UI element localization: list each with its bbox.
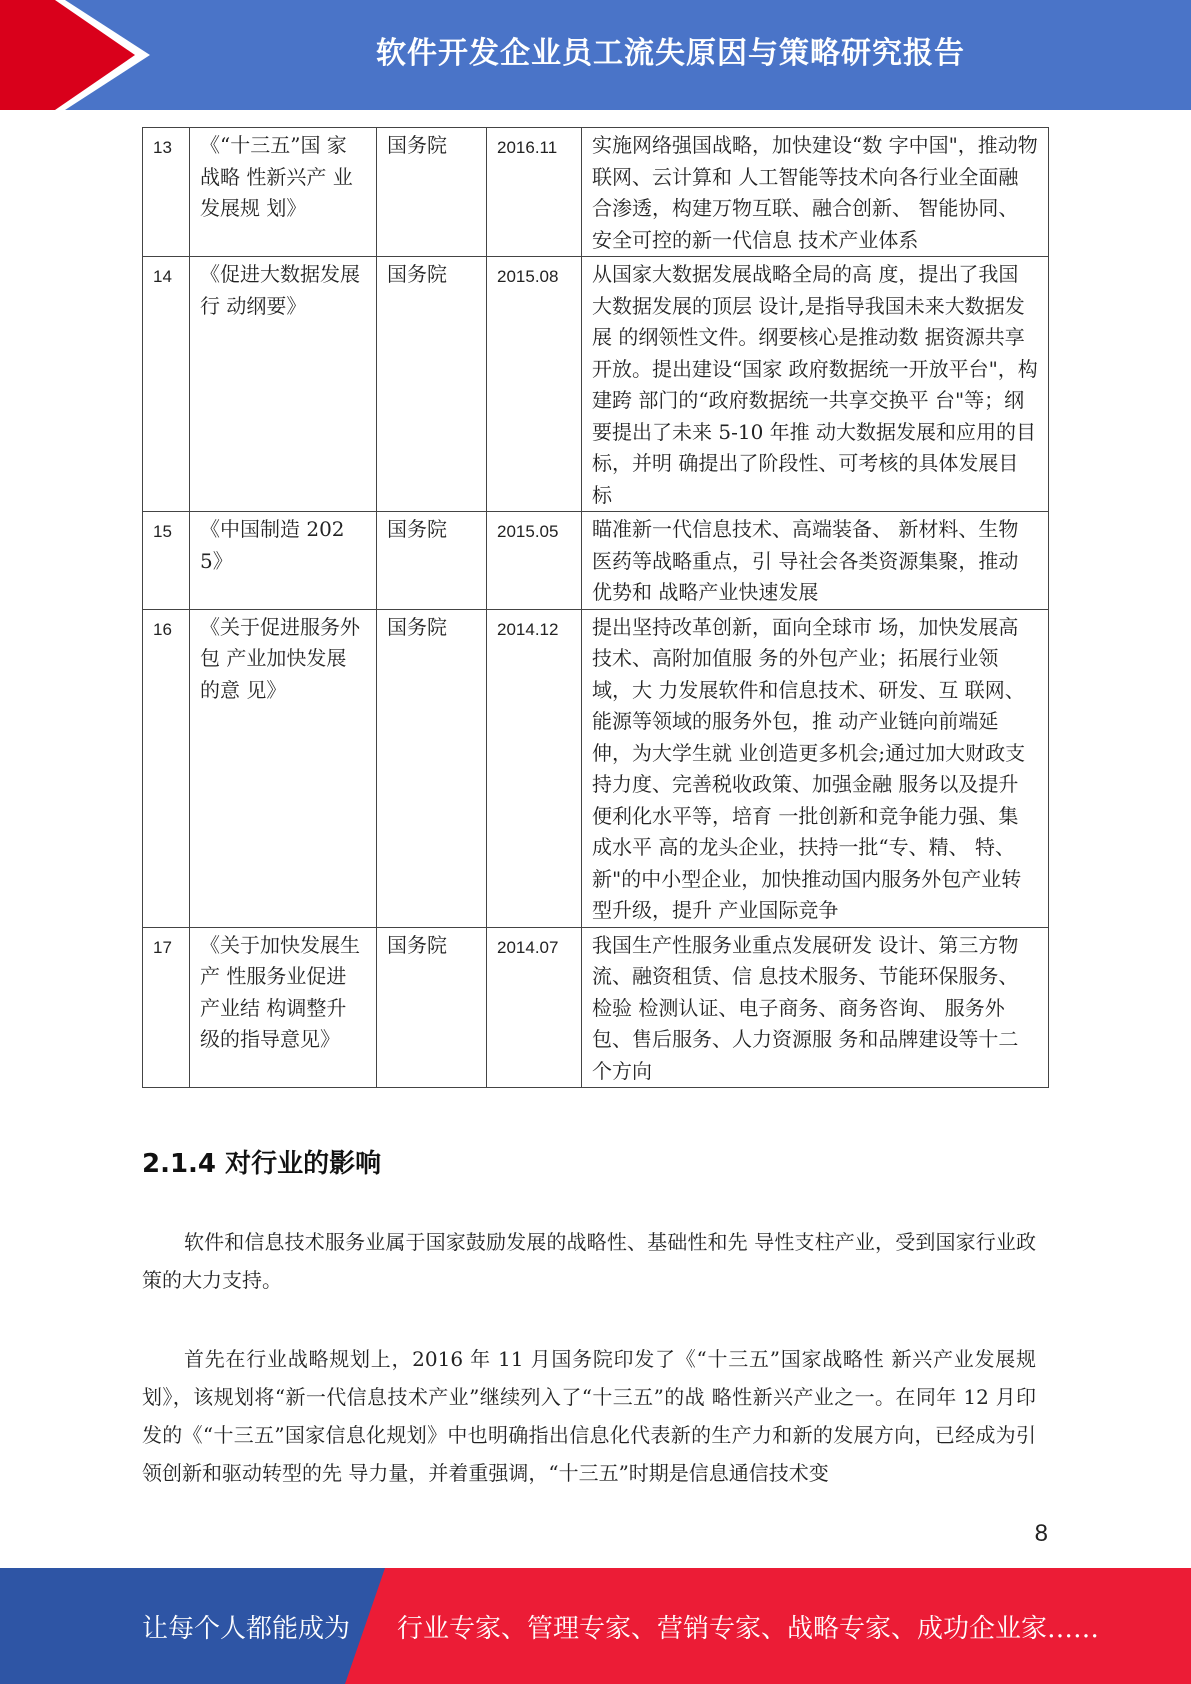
footer-slogan-right: 行业专家、管理专家、营销专家、战略专家、成功企业家…… <box>397 1613 1100 1644</box>
policy-date: 2016.11 <box>487 128 582 257</box>
policy-issuer: 国务院 <box>377 609 487 927</box>
section-heading: 2.1.4 对行业的影响 <box>142 1149 382 1179</box>
policy-date: 2014.12 <box>487 609 582 927</box>
policy-name: 《关于加快发展生产 性服务业促进产业结 构调整升级的指导意见》 <box>190 927 377 1088</box>
page-footer <box>0 1568 1191 1684</box>
policy-content: 我国生产性服务业重点发展研发 设计、第三方物流、融资租赁、信 息技术服务、节能环保服务、检验 检测认证、电子商务、商务咨询、 服务外包、售后服务、人力资源服 务和品牌建设等十二个方向 <box>582 927 1049 1088</box>
policy-date: 2014.07 <box>487 927 582 1088</box>
policy-issuer: 国务院 <box>377 927 487 1088</box>
policy-name: 《中国制造 2025》 <box>190 512 377 610</box>
policy-date: 2015.08 <box>487 257 582 512</box>
policy-content: 瞄准新一代信息技术、高端装备、 新材料、生物医药等战略重点，引 导社会各类资源集聚，推动优势和 战略产业快速发展 <box>582 512 1049 610</box>
policy-issuer: 国务院 <box>377 257 487 512</box>
table-row <box>143 512 1049 610</box>
policy-issuer: 国务院 <box>377 512 487 610</box>
table-row <box>143 927 1049 1088</box>
policy-name: 《促进大数据发展行 动纲要》 <box>190 257 377 512</box>
header-chevron-icon <box>0 0 150 110</box>
table-row <box>143 128 1049 257</box>
page-header <box>0 0 1191 110</box>
body-paragraph: 首先在行业战略规划上，2016 年 11 月国务院印发了《“十三五”国家战略性 新兴产业发展规划》，该规划将“新一代信息技术产业”继续列入了“十三五”的战 略性新兴产业之一。在同年 12 月印发的《“十三五”国家信息化规划》中也明确指出信息化代表新的生产力和新的发展方向，已经成为引领创新和驱动转型的先 导力量，并着重强调，“十三五”时期是信息通信技术变 <box>142 1347 1036 1485</box>
policy-date: 2015.05 <box>487 512 582 610</box>
document-title: 软件开发企业员工流失原因与策略研究报告 <box>376 36 965 71</box>
row-number: 13 <box>143 128 190 257</box>
row-number: 14 <box>143 257 190 512</box>
table-row <box>143 609 1049 927</box>
policy-name: 《“十三五”国 家战略 性新兴产 业发展规 划》 <box>190 128 377 257</box>
body-paragraph: 软件和信息技术服务业属于国家鼓励发展的战略性、基础性和先 导性支柱产业，受到国家行业政策的大力支持。 <box>142 1230 1036 1292</box>
row-number: 16 <box>143 609 190 927</box>
row-number: 15 <box>143 512 190 610</box>
policy-content: 提出坚持改革创新，面向全球市 场，加快发展高技术、高附加值服 务的外包产业；拓展行业领域，大 力发展软件和信息技术、研发、互 联网、能源等领域的服务外包，推 动产业链向前端延伸，为大学生就 业创造更多机会;通过加大财政支 持力度、完善税收政策、加强金融 服务以及提升便利化水平等，培育 一批创新和竞争能力强、集成水平 高的龙头企业，扶持一批“专、精、 特、新"的中小型企业，加快推动国内服务外包产业转型升级，提升 产业国际竞争 <box>582 609 1049 927</box>
row-number: 17 <box>143 927 190 1088</box>
policy-name: 《关于促进服务外包 产业加快发展的意 见》 <box>190 609 377 927</box>
policy-table <box>142 127 1049 1088</box>
table-row <box>143 257 1049 512</box>
policy-issuer: 国务院 <box>377 128 487 257</box>
policy-content: 实施网络强国战略，加快建设“数 字中国"，推动物联网、云计算和 人工智能等技术向各行业全面融合渗透，构建万物互联、融合创新、 智能协同、安全可控的新一代信息 技术产业体系 <box>582 128 1049 257</box>
page-number: 8 <box>1034 1520 1048 1547</box>
footer-slogan-left: 让每个人都能成为 <box>142 1613 351 1644</box>
policy-content: 从国家大数据发展战略全局的高 度，提出了我国大数据发展的顶层 设计,是指导我国未来大数据发展 的纲领性文件。纲要核心是推动数 据资源共享开放。提出建设“国家 政府数据统一开放平台"，构建跨 部门的“政府数据统一共享交换平 台"等；纲要提出了未来 5-10 年推 动大数据发展和应用的目标，并明 确提出了阶段性、可考核的具体发展目标 <box>582 257 1049 512</box>
